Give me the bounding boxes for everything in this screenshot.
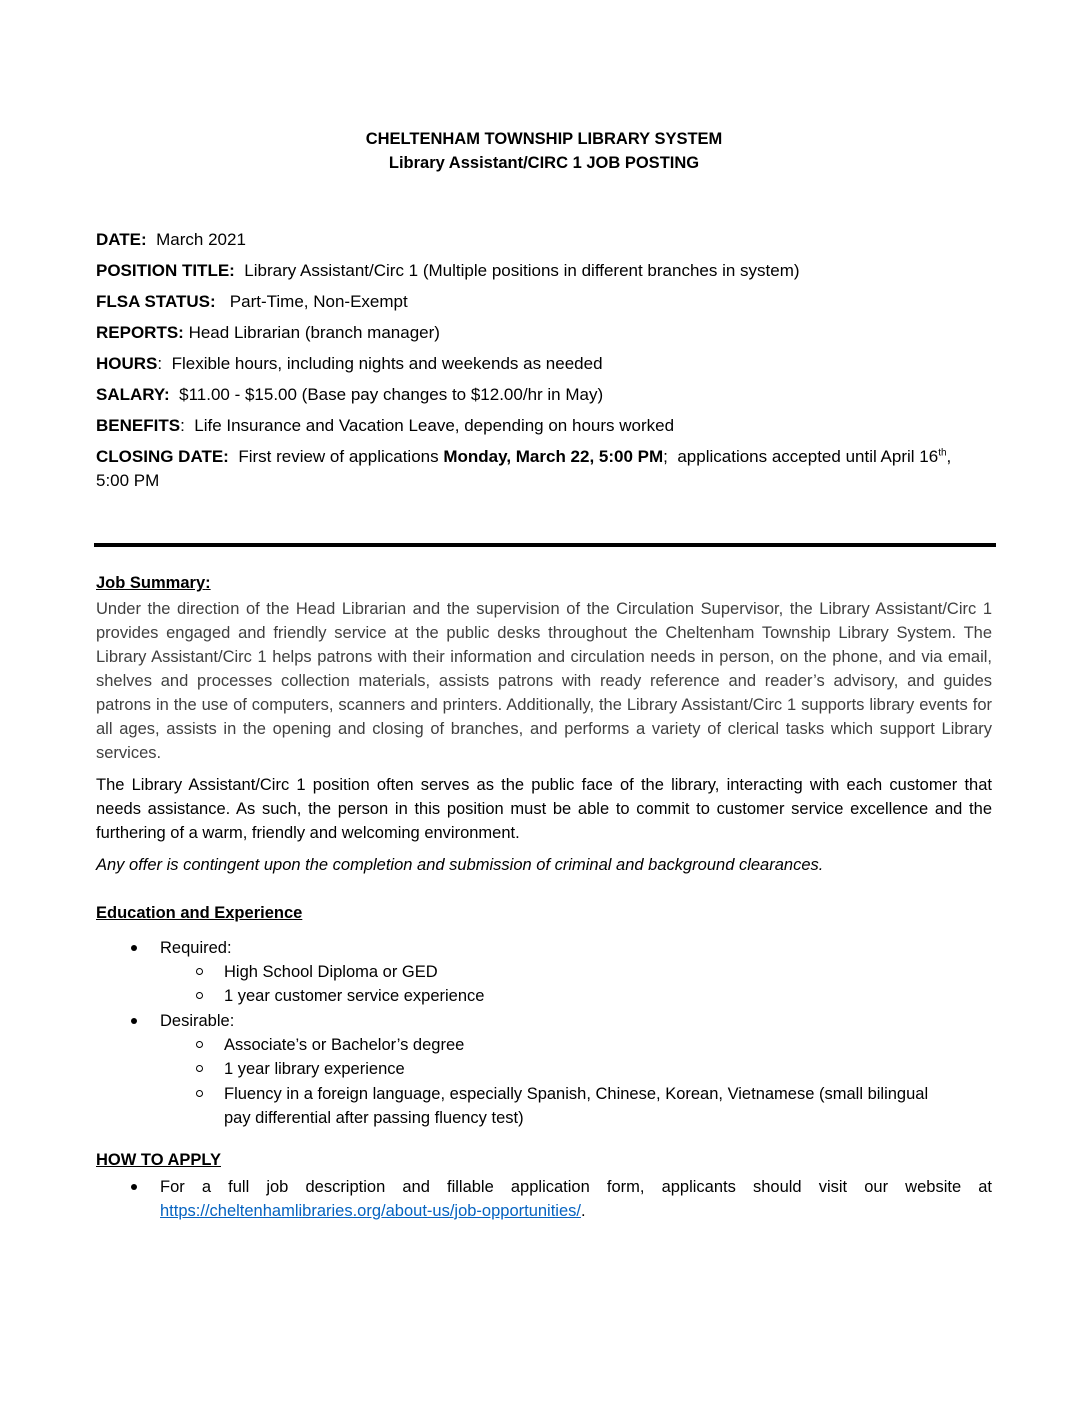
- hours-label: HOURS: [96, 354, 158, 373]
- required-item: High School Diploma or GED: [224, 963, 438, 981]
- apply-link-line: https://cheltenhamlibraries.org/about-us/job-opportunities/.: [160, 1202, 586, 1220]
- reports-value: Head Librarian (branch manager): [188, 323, 440, 342]
- position-label: POSITION TITLE:: [96, 261, 235, 280]
- how-to-apply-title: HOW TO APPLY: [96, 1151, 221, 1169]
- flsa-value: Part-Time, Non-Exempt: [229, 292, 408, 311]
- closing-label: CLOSING DATE:: [96, 447, 229, 466]
- benefits-value: Life Insurance and Vacation Leave, depending on hours worked: [194, 416, 675, 435]
- desirable-item: Fluency in a foreign language, especially Spanish, Chinese, Korean, Vietnamese (small bilingual: [224, 1085, 929, 1103]
- closing-row: CLOSING DATE: First review of applications Monday, March 22, 5:00 PM; applications accepted until April 16th,: [96, 447, 952, 466]
- sub-bullet-icon: [196, 1065, 203, 1072]
- date-value: March 2021: [156, 230, 246, 249]
- job-summary-paragraph: Under the direction of the Head Librarian and the supervision of the Circulation Supervisor, the Library Assistant/Circ 1 provides engaged and friendly service at the public desks throughout the Cheltenham Township Library System. The Library Assistant/Circ 1 helps patrons with their information and circulation needs in person, on the phone, and via email, shelves and processes collection materials, assists patrons with ready reference and reader’s advisory, and guides patrons in the use of computers, scanners and printers. Additionally, the Library Assistant/Circ 1 supports library events for all ages, assists in the opening and closing of branches, and performs a variety of clerical tasks which support Library services.: [96, 600, 992, 762]
- benefits-row: BENEFITS: Life Insurance and Vacation Leave, depending on hours worked: [96, 416, 675, 435]
- sub-bullet-icon: [196, 968, 203, 975]
- salary-row: [96, 383, 996, 407]
- job-summary-title: Job Summary:: [96, 574, 211, 592]
- section-divider: [94, 543, 996, 547]
- clearance-note: Any offer is contingent upon the completion and submission of criminal and background clearances.: [96, 856, 824, 874]
- hours-value: Flexible hours, including nights and weekends as needed: [171, 354, 603, 373]
- apply-text: For a full job description and fillable application form, applicants should visit our website at: [160, 1178, 992, 1196]
- bullet-icon: [131, 1184, 137, 1190]
- date-row: [96, 228, 996, 252]
- bullet-icon: [131, 1018, 137, 1024]
- reports-row: [96, 321, 996, 345]
- desirable-item: Associate’s or Bachelor’s degree: [224, 1036, 465, 1054]
- desirable-item-continued: pay differential after passing fluency test): [224, 1109, 524, 1127]
- org-title: CHELTENHAM TOWNSHIP LIBRARY SYSTEM: [365, 130, 723, 148]
- desirable-item: 1 year library experience: [224, 1060, 405, 1078]
- sub-bullet-icon: [196, 1090, 203, 1097]
- salary-label: SALARY:: [96, 385, 170, 404]
- hours-row: HOURS: Flexible hours, including nights and weekends as needed: [96, 354, 603, 373]
- closing-sup: th: [938, 447, 947, 459]
- desirable-label: Desirable:: [160, 1012, 235, 1030]
- closing-text: First review of applications: [238, 447, 439, 466]
- posting-title: Library Assistant/CIRC 1 JOB POSTING: [388, 154, 700, 172]
- flsa-label: FLSA STATUS:: [96, 292, 216, 311]
- bullet-icon: [131, 945, 137, 951]
- closing-time: 5:00 PM: [96, 471, 160, 490]
- salary-value: $11.00 - $15.00 (Base pay changes to $12.00/hr in May): [179, 385, 604, 404]
- reports-label: REPORTS:: [96, 323, 184, 342]
- sub-bullet-icon: [196, 1041, 203, 1048]
- benefits-label: BENEFITS: [96, 416, 181, 435]
- position-value: Library Assistant/Circ 1 (Multiple positions in different branches in system): [244, 261, 800, 280]
- sub-bullet-icon: [196, 992, 203, 999]
- education-title: Education and Experience: [96, 904, 303, 922]
- closing-deadline: Monday, March 22, 5:00 PM: [443, 447, 664, 466]
- required-item: 1 year customer service experience: [224, 987, 485, 1005]
- job-opportunities-link[interactable]: https://cheltenhamlibraries.org/about-us/job-opportunities/: [160, 1202, 581, 1220]
- required-label: Required:: [160, 939, 232, 957]
- flsa-row: [96, 290, 996, 314]
- position-row: [96, 259, 996, 283]
- public-face-paragraph: The Library Assistant/Circ 1 position often serves as the public face of the library, interacting with each customer that needs assistance. As such, the person in this position must be able to commit to customer service excellence and the furthering of a warm, friendly and welcoming environment.: [96, 776, 992, 842]
- job-summary-title-text: Job Summary: [96, 574, 206, 592]
- closing-accepted: applications accepted until April 16: [677, 447, 939, 466]
- date-label: DATE:: [96, 230, 147, 249]
